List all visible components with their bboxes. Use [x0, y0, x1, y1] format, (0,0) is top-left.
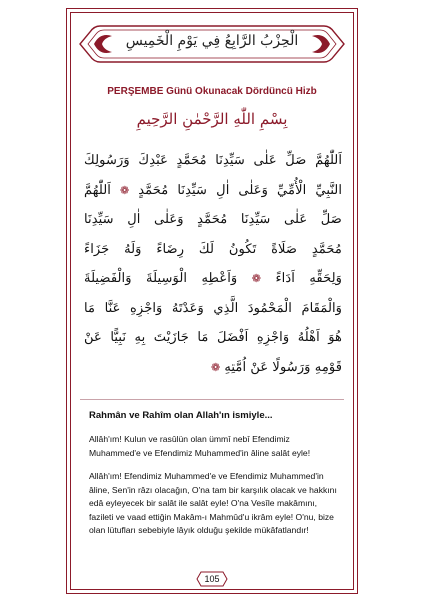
arabic-line-2: النَّبِيِّ الْأُمِّيِّ وَعَلٰى اٰلِ سَيِّدِنَا مُحَمَّدٍ ❁ اَللّٰهُمَّ [84, 182, 342, 198]
arabic-line-5: وَلِحَقِّهِ اَدَاءً ❁ وَاَعْطِهِ الْوَسِيلَةَ وَالْفَضِيلَةَ [84, 271, 342, 286]
translation-paragraph-2: Allâh'ım! Efendimiz Muhammed'e ve Efendimiz Muhammed'in âline, Sen'in râzı olacağın, O'na tam bir karşılık olacak ve hakkını edâ eyleyecek bir salât ile salât eyle! O'na Vesîle makâmını, fazileti ve vaad ettiğin Makâm-ı Mahmûd'u ikrâm eyle! O'nu, bize olan lütufları sebebiyle lâyık olduğu şekilde mükâfatlandır! [89, 471, 337, 536]
section-subtitle: PERŞEMBE Günü Okunacak Dördüncü Hizb [107, 86, 317, 97]
arabic-line-4: مُحَمَّدٍ صَلَاةً تَكُونُ لَكَ رِضَاءً وَلَهُ جَزَاءً [84, 241, 342, 257]
arabic-line-6: وَالْمَقَامَ الْمَحْمُودَ الَّذِي وَعَدْتَهُ وَاجْزِهِ عَنَّا مَا [84, 300, 342, 316]
translation-heading: Rahmân ve Rahîm olan Allah'ın ismiyle... [89, 410, 273, 421]
arabic-title: الْحِزْبُ الرَّابِعُ فِي يَوْمِ الْخَمِيسِ [125, 33, 299, 49]
arabic-line-3: صَلِّ عَلٰى سَيِّدِنَا مُحَمَّدٍ وَعَلٰى اٰلِ سَيِّدِنَا [84, 212, 342, 227]
rosette-ornament-icon: ❁ [210, 360, 221, 374]
page-number: 105 [204, 574, 220, 584]
title-banner [78, 24, 346, 64]
section-divider [80, 399, 344, 400]
basmala-calligraphy: بِسْمِ اللّٰهِ الرَّحْمٰنِ الرَّحِيمِ [136, 110, 288, 128]
arabic-prayer-text [84, 146, 342, 382]
arabic-line-8: قَوْمِهِ وَرَسُولًا عَنْ اُمَّتِهِ ❁ [210, 359, 342, 375]
arabic-line-7: هُوَ اَهْلُهُ وَاجْزِهِ اَفْضَلَ مَا جَازَيْتَ بِهِ نَبِيًّا عَنْ [84, 330, 342, 345]
page-number-badge [196, 571, 228, 587]
translation-paragraph-1: Allâh'ım! Kulun ve rasûlün olan ümmî nebî Efendimiz Muhammed'e ve Efendimiz Muhammed'in âline salât eyle! [89, 434, 311, 458]
rosette-ornament-icon: ❁ [119, 183, 130, 197]
arabic-line-1: اَللّٰهُمَّ صَلِّ عَلٰى سَيِّدِنَا مُحَمَّدٍ عَبْدِكَ وَرَسُولِكَ [84, 153, 342, 168]
rosette-ornament-icon: ❁ [251, 272, 261, 285]
